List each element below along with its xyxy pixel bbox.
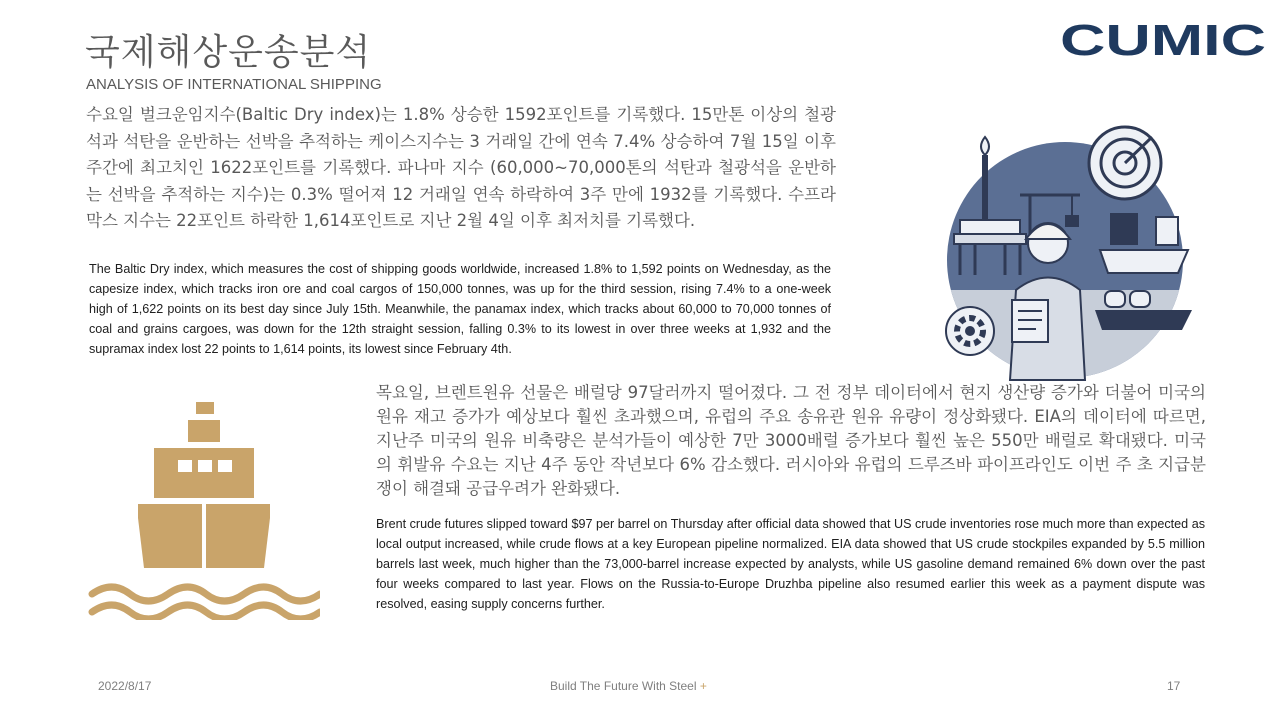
footer-slogan bbox=[550, 679, 707, 693]
page-subtitle: ANALYSIS OF INTERNATIONAL SHIPPING bbox=[86, 76, 382, 93]
page-number: 17 bbox=[1167, 679, 1181, 693]
cargo-ship-icon bbox=[88, 398, 320, 620]
footer-date: 2022/8/17 bbox=[98, 679, 152, 693]
footer-slogan-mark: + bbox=[699, 679, 707, 693]
section2-english-text: Brent crude futures slipped toward $97 per barrel on Thursday after official data showed that US crude inventories rose much more than expected as local output increased, while crude flows at a key European pipeline normalized. EIA data showed that US crude stockpiles expanded by 5.5 million barrels last week, much higher than the 73,000-barrel increase expected by analysts, while US gasoline demand remained 6% down over the past four weeks compared to last year. Flows on the Russia-to-Europe Druzhba pipeline also resumed earlier this week as a payment dispute was resolved, easing supply concerns further. bbox=[376, 517, 1205, 611]
shipping-illustration bbox=[920, 115, 1200, 385]
section1-english-text: The Baltic Dry index, which measures the cost of shipping goods worldwide, increased 1.8% to 1,592 points on Wednesday, as the capesize index, which tracks iron ore and coal cargos of 150,000 tonnes, was up for the third session, rising 7.4% to a one-week high of 1,622 points on its best day since July 15th. Meanwhile, the panamax index, which tracks about 60,000 to 70,000 tonnes of coal and grains cargoes, was down for the 12th straight session, falling 0.3% to its lowest in over three weeks at 1,932 and the supramax index lost 22 points to 1,614 points, its lowest since February 4th. bbox=[89, 262, 831, 356]
section1-korean-text: 수요일 벌크운임지수(Baltic Dry index)는 1.8% 상승한 1592포인트를 기록했다. 15만톤 이상의 철광석과 석탄을 운반하는 선박을 추적하는 케이스지수는 3 거래일 간에 연속 7.4% 상승하여 7월 15일 이후 주간에 최고치인 1622포인트를 기록했다. 파나마 지수 (60,000~70,000톤의 석탄과 철광석을 운반하는 선박을 추적하는 지수)는 0.3% 떨어져 12 거래일 연속 하락하여 3주 만에 1932를 기록했다. 수프라막스 지수는 22포인트 하락한 1,614포인트로 지난 2월 4일 이후 최저치를 기록했다. bbox=[86, 105, 836, 230]
page-title: 국제해상운송분석 bbox=[85, 32, 372, 73]
section2-korean-text: 목요일, 브렌트원유 선물은 배럴당 97달러까지 떨어졌다. 그 전 정부 데이터에서 현지 생산량 증가와 더불어 미국의 원유 재고 증가가 예상보다 훨씬 초과했으며, 유럽의 주요 송유관 원유 유량이 정상화됐다. EIA의 데이터에 따르면, 지난주 미국의 원유 비축량은 분석가들이 예상한 7만 3000배럴 증가보다 훨씬 높은 550만 배럴로 확대됐다. 미국의 휘발유 수요는 지난 4주 동안 작년보다 6% 감소했다. 러시아와 유럽의 드루즈바 파이프라인도 이번 주 초 지급분쟁이 해결돼 공급우려가 완화됐다. bbox=[376, 383, 1206, 498]
cumic-logo bbox=[1060, 18, 1266, 60]
logo-text: CUMIC bbox=[1060, 18, 1266, 60]
footer-slogan-text: Build The Future With Steel bbox=[550, 679, 697, 693]
